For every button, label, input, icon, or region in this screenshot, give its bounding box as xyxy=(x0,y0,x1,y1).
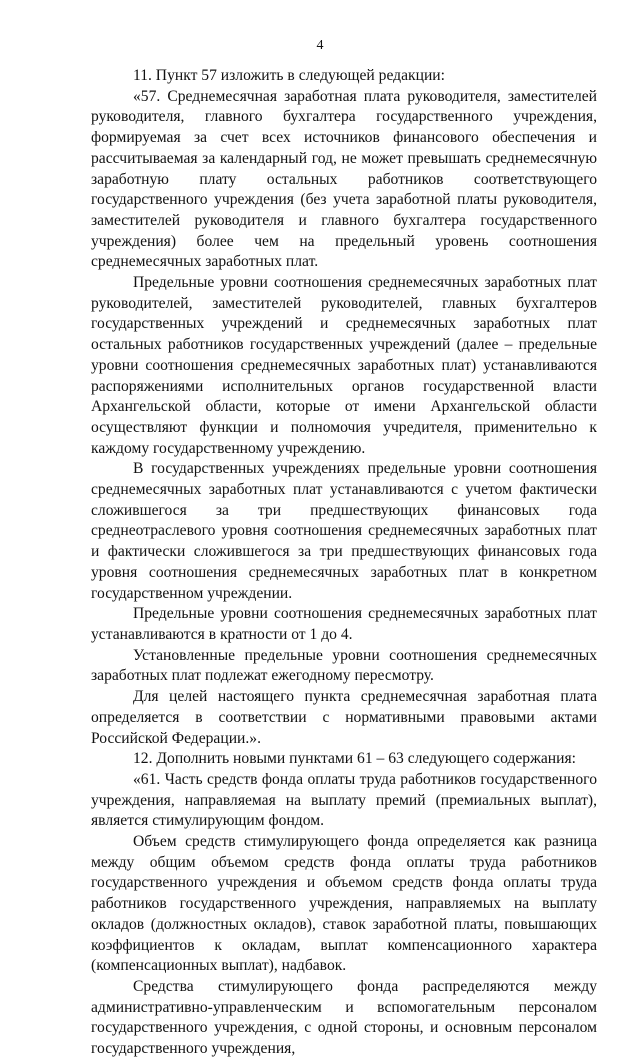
paragraph-point-57: «57. Среднемесячная заработная плата руководителя, заместителей руководителя, главного бухгалтера государственного учреждения, формируемая за счет всех источников финансового обеспечения и рассчитываемая за календарный год, не может превышать среднемесячную заработную плату остальных работников соответствующего государственного учреждения (без учета заработной платы руководителя, заместителей руководителя и главного бухгалтера государственного учреждения) более чем на предельный уровень соотношения среднемесячных заработных плат. xyxy=(91,87,597,271)
paragraph-item-11: 11. Пункт 57 изложить в следующей редакции: xyxy=(133,67,445,84)
paragraph-item-12: 12. Дополнить новыми пунктами 61 – 63 следующего содержания: xyxy=(133,750,576,768)
paragraph-annual-review: Установленные предельные уровни соотношения среднемесячных заработных плат подлежат ежегодному пересмотру. xyxy=(91,646,597,685)
paragraph-limit-calculation: В государственных учреждениях предельные уровни соотношения среднемесячных заработных плат устанавливаются с учетом фактически сложившегося за три предшествующих финансовых года среднеотраслевого уровня соотношения среднемесячных заработных плат и фактически сложившегося за три предшествующих финансовых года уровня соотношения среднемесячных заработных плат в конкретном государственном учреждении. xyxy=(91,460,597,602)
paragraph-definition: Для целей настоящего пункта среднемесячная заработная плата определяется в соответствии с нормативными правовыми актами Российской Федерации.». xyxy=(91,688,597,747)
paragraph-multiplicity: Предельные уровни соотношения среднемесячных заработных плат устанавливаются в кратности от 1 до 4. xyxy=(91,605,597,643)
paragraph-limit-levels: Предельные уровни соотношения среднемесячных заработных плат руководителей, заместителей руководителей, главных бухгалтеров государственных учреждений и среднемесячных заработных плат остальных работников государственных учреждений (далее – предельные уровни соотношения среднемесячных заработных плат) устанавливаются распоряжениями исполнительных органов государственной власти Архангельской области, которые от имени Архангельской области осуществляют функции и полномочия учредителя, применительно к каждому государственному учреждению. xyxy=(91,274,597,457)
paragraph-fund-distribution: Средства стимулирующего фонда распределяются между административно-управленческим и вспомогательным персоналом государственного учреждения, с одной стороны, и основным персоналом государственного учреждения, xyxy=(91,977,597,1058)
page-number: 4 xyxy=(316,38,324,53)
document-body xyxy=(91,66,597,1060)
paragraph-fund-volume: Объем средств стимулирующего фонда определяется как разница между общим объемом средств фонда оплаты труда работников государственного учреждения и объемом средств фонда оплаты труда работников государственного учреждения, направляемых на выплату окладов (должностных окладов), ставок заработной платы, повышающих коэффициентов к окладам, выплат компенсационного характера (компенсационных выплат), надбавок. xyxy=(91,833,597,975)
paragraph-point-61: «61. Часть средств фонда оплаты труда работников государственного учреждения, направляемая на выплату премий (премиальных выплат), является стимулирующим фондом. xyxy=(91,770,597,830)
